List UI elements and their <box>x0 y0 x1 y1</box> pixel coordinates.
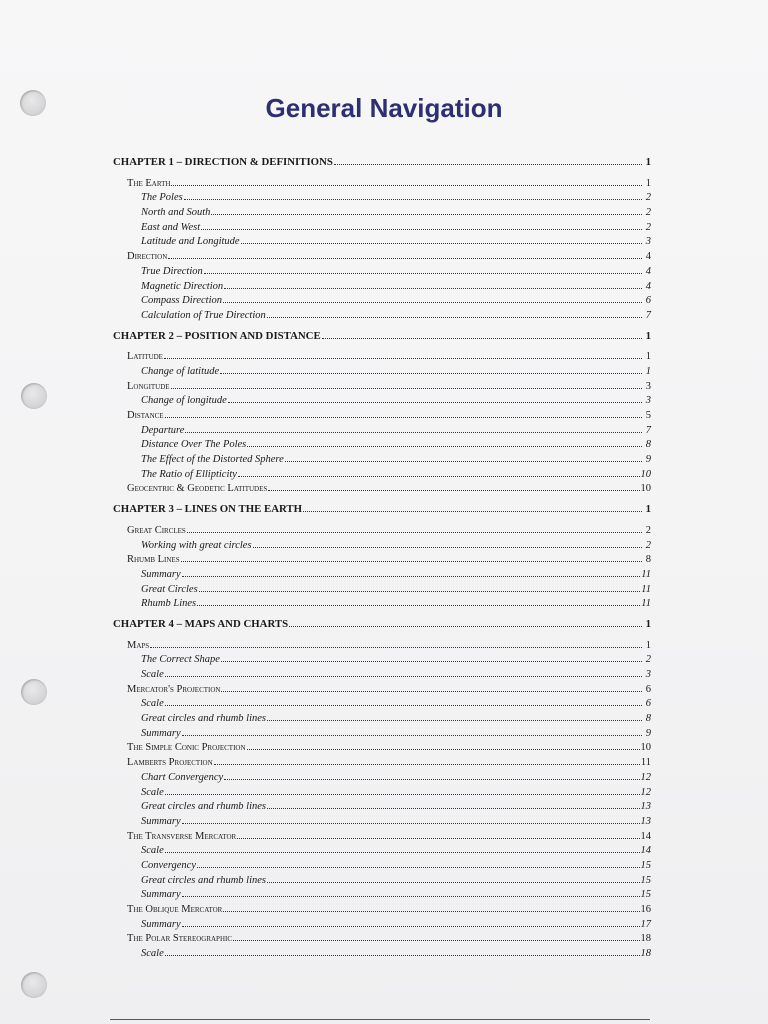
toc-page-number: 2 <box>645 221 651 233</box>
toc-entry-label: The Transverse Mercator <box>127 830 237 842</box>
toc-entry-label: North and South <box>141 207 211 219</box>
toc-subsection-row <box>113 392 651 407</box>
toc-entry-label: Compass Direction <box>141 295 222 307</box>
toc-entry-label: Latitude <box>127 351 163 363</box>
page-title: General Navigation <box>265 93 503 123</box>
toc-subsection-row <box>113 666 651 681</box>
toc-page-number: 6 <box>645 698 651 710</box>
toc-section-row <box>113 378 651 393</box>
dot-leader <box>253 537 642 548</box>
toc-section-row <box>113 522 651 537</box>
dot-leader <box>182 916 640 927</box>
toc-entry-label: The Correct Shape <box>141 654 220 666</box>
bottom-rule <box>110 1019 650 1020</box>
toc-page-number: 10 <box>640 483 651 495</box>
toc-page-number: 1 <box>645 177 651 189</box>
toc-page-number: 3 <box>645 669 651 680</box>
dot-leader <box>211 204 642 215</box>
toc-entry-label: Latitude and Longitude <box>141 236 240 248</box>
toc-subsection-row <box>113 363 651 378</box>
toc-entry-label: Scale <box>141 948 164 960</box>
toc-entry-label: True Direction <box>141 265 203 277</box>
toc-subsection-row <box>113 581 651 596</box>
toc-page-number: 12 <box>640 786 651 798</box>
toc-section-row <box>113 681 651 696</box>
dot-leader <box>197 857 639 868</box>
toc-entry-label: Calculation of True Direction <box>141 309 266 321</box>
toc-subsection-row <box>113 422 651 437</box>
toc-page-number: 2 <box>645 192 651 204</box>
dot-leader <box>187 522 642 533</box>
toc-subsection-row <box>113 784 651 799</box>
dot-leader <box>241 233 642 244</box>
toc-page-number: 14 <box>640 845 651 857</box>
toc-subsection-row <box>113 263 651 278</box>
toc-section-row <box>113 480 651 495</box>
toc-page-number: 15 <box>640 874 651 886</box>
dot-leader <box>164 348 642 359</box>
toc-entry-label: The Effect of the Distorted Sphere <box>141 454 284 466</box>
toc-page-number: 11 <box>640 757 651 769</box>
dot-leader <box>224 769 639 780</box>
toc-section-row <box>113 248 651 263</box>
toc-subsection-row <box>113 436 651 451</box>
toc-page-number: 15 <box>640 889 651 901</box>
dot-leader <box>168 248 642 259</box>
toc-page-number: 1 <box>645 503 651 516</box>
toc-entry-label: Chart Convergency <box>141 771 224 783</box>
toc-entry-label: Convergency <box>141 859 197 871</box>
toc-page-number: 2 <box>645 524 651 536</box>
toc-page-number: 9 <box>645 727 651 739</box>
toc-subsection-row <box>113 278 651 293</box>
dot-leader <box>181 551 642 562</box>
toc-subsection-row <box>113 219 651 234</box>
toc-entry-label: Rhumb Lines <box>127 554 180 566</box>
dot-leader <box>267 872 639 883</box>
toc-page-number: 2 <box>645 654 651 666</box>
dot-leader <box>267 710 642 721</box>
toc-entry-label: Lamberts Projection <box>127 757 213 769</box>
toc-entry-label: The Poles <box>141 192 183 204</box>
toc-page-number: 10 <box>640 742 651 754</box>
toc-entry-label: Direction <box>127 251 168 263</box>
toc-section-row <box>113 637 651 652</box>
toc-entry-label: Mercator's Projection <box>127 683 221 695</box>
toc-entry-label: Summary <box>141 727 181 739</box>
dot-leader <box>204 263 642 274</box>
dot-leader <box>199 581 641 592</box>
toc-entry-label: Scale <box>141 698 164 710</box>
toc-entry-label: Change of longitude <box>141 395 227 407</box>
toc-page-number: 8 <box>645 439 651 451</box>
toc-entry-label: Great Circles <box>127 524 186 536</box>
toc-entry-label: Distance <box>127 410 164 421</box>
toc-entry-label: Geocentric & Geodetic Latitudes <box>127 483 268 495</box>
toc-subsection-row <box>113 233 651 248</box>
toc-page-number: 8 <box>645 713 651 725</box>
toc-subsection-row <box>113 725 651 740</box>
toc-section-row <box>113 901 651 916</box>
dot-leader <box>201 219 642 230</box>
toc-chapter-row <box>113 616 651 631</box>
toc-entry-label: Maps <box>127 639 150 651</box>
dot-leader <box>214 754 640 765</box>
dot-leader <box>150 637 642 648</box>
dot-leader <box>182 725 642 736</box>
toc-page-number: 3 <box>645 380 651 392</box>
dot-leader <box>233 930 639 941</box>
toc-entry-label: Summary <box>141 889 181 901</box>
toc-page-number: 1 <box>645 617 651 630</box>
toc-entry-label: Rhumb Lines <box>141 598 197 610</box>
toc-subsection-row <box>113 886 651 901</box>
dot-leader <box>228 392 642 403</box>
toc-subsection-row <box>113 595 651 610</box>
dot-leader <box>285 451 642 462</box>
toc-page-number: 11 <box>641 583 651 595</box>
toc-page-number: 3 <box>645 395 651 407</box>
toc-section-row <box>113 551 651 566</box>
toc-page-number: 17 <box>640 918 651 930</box>
punch-hole <box>21 972 47 998</box>
toc-section-row <box>113 930 651 945</box>
toc-chapter-row <box>113 154 651 169</box>
toc-entry-label: Scale <box>141 845 164 857</box>
toc-subsection-row <box>113 842 651 857</box>
toc-page-number: 5 <box>645 410 651 421</box>
dot-leader <box>165 784 640 795</box>
toc-entry-label: CHAPTER 2 – POSITION AND DISTANCE <box>113 329 321 342</box>
toc-subsection-row <box>113 945 651 960</box>
toc-section-row <box>113 348 651 363</box>
toc-section-row <box>113 407 651 422</box>
dot-leader <box>171 378 642 389</box>
toc-subsection-row <box>113 872 651 887</box>
toc-page-number: 4 <box>645 251 651 263</box>
toc-subsection-row <box>113 566 651 581</box>
toc-page-number: 2 <box>645 539 651 551</box>
toc-page-number: 4 <box>645 280 651 292</box>
dot-leader <box>224 278 642 289</box>
toc-subsection-row <box>113 813 651 828</box>
toc-subsection-row <box>113 451 651 466</box>
dot-leader <box>322 328 642 339</box>
toc-subsection-row <box>113 204 651 219</box>
dot-leader <box>220 363 642 374</box>
toc-page-number: 7 <box>645 309 651 321</box>
toc-entry-label: Departure <box>141 424 185 436</box>
toc-page-number: 11 <box>641 598 651 610</box>
toc-entry-label: Change of latitude <box>141 365 220 377</box>
toc-entry-label: Summary <box>141 815 181 827</box>
toc-page-number: 15 <box>640 859 651 871</box>
toc-entry-label: Summary <box>141 918 181 930</box>
toc-entry-label: The Oblique Mercator <box>127 904 223 915</box>
toc-entry-label: The Ratio of Ellipticity <box>141 468 237 480</box>
toc-page-number: 8 <box>645 554 651 566</box>
dot-leader <box>165 695 642 706</box>
toc-entry-label: Longitude <box>127 380 170 392</box>
punch-hole <box>21 679 47 705</box>
dot-leader <box>237 828 639 839</box>
dot-leader <box>171 175 642 186</box>
toc-entry-label: East and West <box>141 221 201 233</box>
toc-subsection-row <box>113 857 651 872</box>
toc-page-number: 18 <box>640 933 651 945</box>
toc-subsection-row <box>113 769 651 784</box>
toc-subsection-row <box>113 292 651 307</box>
toc-subsection-row <box>113 537 651 552</box>
dot-leader <box>238 466 640 477</box>
toc-page-number: 14 <box>640 830 651 842</box>
toc-page-number: 7 <box>645 424 651 436</box>
toc-page-number: 1 <box>645 639 651 651</box>
dot-leader <box>165 666 642 677</box>
toc-entry-label: CHAPTER 3 – LINES ON THE EARTH <box>113 503 303 516</box>
toc-page-number: 6 <box>645 683 651 695</box>
dot-leader <box>247 436 642 447</box>
toc-entry-label: Distance Over The Poles <box>141 439 247 451</box>
dot-leader <box>182 886 640 897</box>
toc-page-number: 10 <box>640 468 651 480</box>
toc-page-number: 2 <box>645 207 651 219</box>
toc-page-number: 9 <box>645 454 651 466</box>
toc-page-number: 13 <box>640 801 651 813</box>
toc-page-number: 3 <box>645 236 651 248</box>
toc-entry-label: The Earth <box>127 177 171 189</box>
toc-subsection-row <box>113 307 651 322</box>
toc-entry-label: Magnetic Direction <box>141 280 224 292</box>
dot-leader <box>182 566 641 577</box>
toc-entry-label: The Simple Conic Projection <box>127 742 246 754</box>
toc-entry-label: Great circles and rhumb lines <box>141 713 267 725</box>
toc-subsection-row <box>113 466 651 481</box>
dot-leader <box>221 651 642 662</box>
dot-leader <box>184 189 642 200</box>
toc-subsection-row <box>113 710 651 725</box>
toc-page-number: 1 <box>645 329 651 342</box>
dot-leader <box>197 595 640 606</box>
toc-page-number: 4 <box>645 265 651 277</box>
toc-subsection-row <box>113 695 651 710</box>
toc-entry-label: CHAPTER 4 – MAPS AND CHARTS <box>113 617 289 630</box>
toc-entry-label: The Polar Stereographic <box>127 933 233 945</box>
table-of-contents <box>113 154 651 960</box>
toc-page-number: 13 <box>640 815 651 827</box>
toc-section-row <box>113 828 651 843</box>
toc-subsection-row <box>113 651 651 666</box>
toc-entry-label: Summary <box>141 568 181 580</box>
dot-leader <box>334 154 642 165</box>
dot-leader <box>247 739 640 750</box>
toc-section-row <box>113 754 651 769</box>
toc-page-number: 16 <box>640 904 651 915</box>
toc-page-number: 18 <box>640 948 651 960</box>
dot-leader <box>185 422 642 433</box>
toc-page-number: 12 <box>640 771 651 783</box>
toc-page-number: 1 <box>645 351 651 363</box>
toc-chapter-row <box>113 501 651 516</box>
dot-leader <box>267 798 639 809</box>
dot-leader <box>182 813 640 824</box>
dot-leader <box>268 480 639 491</box>
dot-leader <box>165 407 642 418</box>
toc-subsection-row <box>113 916 651 931</box>
dot-leader <box>303 501 642 512</box>
toc-entry-label: Great Circles <box>141 583 198 595</box>
toc-entry-label: Great circles and rhumb lines <box>141 874 267 886</box>
toc-page-number: 11 <box>641 568 651 580</box>
dot-leader <box>221 681 642 692</box>
punch-hole <box>21 383 47 409</box>
toc-entry-label: CHAPTER 1 – DIRECTION & DEFINITIONS <box>113 156 333 168</box>
toc-page-number: 6 <box>645 295 651 307</box>
toc-entry-label: Working with great circles <box>141 539 252 551</box>
toc-section-row <box>113 175 651 190</box>
dot-leader <box>267 307 642 318</box>
dot-leader <box>289 616 642 627</box>
toc-subsection-row <box>113 189 651 204</box>
toc-entry-label: Scale <box>141 786 164 798</box>
toc-entry-label: Scale <box>141 669 164 680</box>
toc-page-number: 1 <box>645 156 651 168</box>
dot-leader <box>165 945 640 956</box>
dot-leader <box>223 901 639 912</box>
toc-section-row <box>113 739 651 754</box>
toc-chapter-row <box>113 328 651 343</box>
toc-page-number: 1 <box>645 365 651 377</box>
dot-leader <box>223 292 642 303</box>
toc-entry-label: Great circles and rhumb lines <box>141 801 267 813</box>
dot-leader <box>165 842 640 853</box>
toc-subsection-row <box>113 798 651 813</box>
